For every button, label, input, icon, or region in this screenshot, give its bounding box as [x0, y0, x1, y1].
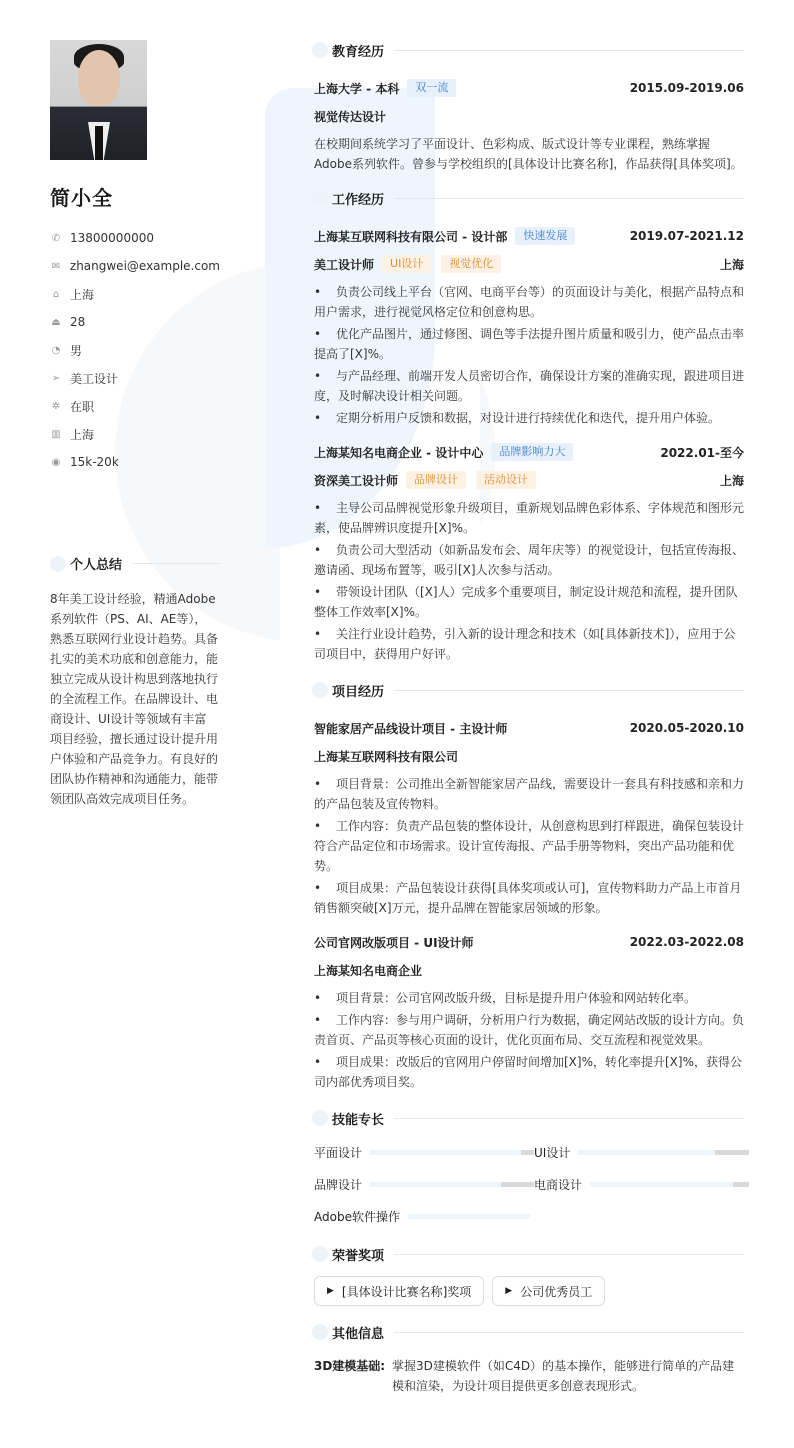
home-icon: ⌂: [52, 288, 60, 300]
bullet-item: [314, 324, 744, 364]
skill-bar-fill: [370, 1182, 501, 1187]
bullet-item: [314, 624, 744, 664]
skill-name: 平面设计: [314, 1145, 363, 1160]
bullet-text: 负责公司大型活动（如新品发布会、周年庆等）的视觉设计，包括宣传海报、邀请函、现场布置等，吸引[X]人次参与活动。: [314, 543, 745, 577]
bullet-text: 项目成果：产品包装设计获得[具体奖项或认可]，宣传物料助力产品上市首月销售额突破[X]万元，提升品牌在智能家居领域的形象。: [314, 881, 742, 915]
section-dot-icon: [312, 1324, 328, 1340]
company-row: [314, 438, 744, 466]
school-name: 上海大学 - 本科: [314, 81, 400, 96]
bullet-list: [314, 498, 744, 664]
role-skill-tag: 品牌设计: [406, 471, 466, 489]
other-list: [314, 1356, 744, 1396]
bullet-icon: •: [314, 881, 322, 895]
work-location: 上海: [719, 257, 744, 272]
projects-section-header: [312, 680, 744, 700]
bullet-text: 项目背景：公司官网改版升级，目标是提升用户体验和网站转化率。: [336, 991, 697, 1005]
summary-title: 个人总结: [70, 558, 123, 573]
bullet-text: 带领设计团队（[X]人）完成多个重要项目，制定设计规范和流程，提升团队整体工作效率[X]%。: [314, 585, 738, 619]
project-list: [314, 714, 744, 1092]
work-item: [314, 438, 744, 664]
phone-icon: ✆: [51, 232, 61, 244]
skill-list: [314, 1142, 744, 1226]
skill-bar-fill: [578, 1150, 715, 1155]
skill-name: UI设计: [534, 1145, 571, 1160]
skills-title: 技能专长: [332, 1112, 385, 1128]
project-row: [314, 928, 744, 956]
info-value: 15k-20k: [70, 455, 119, 469]
skill-bar: [370, 1150, 534, 1155]
info-item: [50, 252, 220, 280]
summary-text: 8年美工设计经验，精通Adobe系列软件（PS、AI、AE等），熟悉互联网行业设计趋势。具备扎实的美术功底和创意能力，能独立完成从设计构思到落地执行的全流程工作。在品牌设计、电商设计、UI设计等领域有丰富项目经验，擅长通过设计提升用户体验和产品竞争力。有良好的团队协作精神和沟通能力，能带领团队高效完成项目任务。: [50, 592, 219, 806]
info-item: [50, 336, 220, 364]
other-section-header: [312, 1322, 744, 1342]
project-item: [314, 928, 744, 1092]
bullet-icon: •: [314, 501, 322, 515]
bullet-icon: •: [314, 585, 322, 599]
bullet-item: [314, 1010, 744, 1050]
info-value: zhangwei@example.com: [69, 259, 220, 273]
section-divider: [394, 1332, 744, 1333]
role-title: 美工设计师: [314, 257, 375, 272]
bullet-icon: •: [314, 991, 322, 1005]
projects-title: 项目经历: [332, 684, 385, 700]
section-divider: [394, 50, 744, 51]
role-skill-tag: 活动设计: [476, 471, 536, 489]
other-item: [314, 1356, 744, 1396]
bullet-item: [314, 582, 744, 622]
profile-name: 简小全: [50, 186, 113, 210]
project-name: 智能家居产品线设计项目 - 主设计师: [314, 721, 508, 736]
skill-bar-fill: [590, 1182, 733, 1187]
skill-bar: [370, 1182, 534, 1187]
info-value: 男: [70, 343, 83, 358]
cake-icon: ⏏: [51, 316, 61, 328]
section-dot-icon: [312, 682, 328, 698]
info-value: 上海: [70, 427, 95, 442]
bullet-item: [314, 408, 744, 428]
awards-title: 荣誉奖项: [332, 1248, 385, 1264]
role-skill-tag: UI设计: [382, 255, 431, 273]
section-dot-icon: [312, 42, 328, 58]
bullet-icon: •: [314, 411, 322, 425]
skill-bar: [578, 1150, 749, 1155]
role-row: [314, 250, 744, 278]
company-name: 上海某互联网科技有限公司 - 设计部: [314, 229, 508, 244]
project-date: 2022.03-2022.08: [629, 935, 744, 949]
major: 视觉传达设计: [314, 109, 387, 124]
role-title: 资深美工设计师: [314, 473, 399, 488]
education-row: [314, 74, 744, 102]
bullet-list: [314, 774, 744, 918]
project-row: [314, 714, 744, 742]
skill-name: 品牌设计: [314, 1177, 363, 1192]
project-item: [314, 714, 744, 928]
role-skill-tag: 视觉优化: [441, 255, 501, 273]
info-item: [50, 420, 220, 448]
email-icon: ✉: [51, 260, 61, 272]
info-item: [50, 392, 220, 420]
bullet-icon: •: [314, 543, 322, 557]
salary-icon: ◉: [51, 456, 61, 468]
bullet-text: 与产品经理、前端开发人员密切合作，确保设计方案的准确实现，跟进项目进度，及时解决设计相关问题。: [314, 369, 745, 403]
info-item: [50, 224, 220, 252]
bullet-text: 关注行业设计趋势，引入新的设计理念和技术（如[具体新技术]），应用于公司项目中，获得用户好评。: [314, 627, 736, 661]
info-item: [50, 280, 220, 308]
bullet-icon: •: [314, 369, 322, 383]
skill-item: [314, 1142, 534, 1162]
award-badge: [492, 1276, 605, 1306]
work-list: [314, 222, 744, 664]
sidebar: [50, 40, 220, 809]
bullet-icon: •: [314, 1055, 322, 1069]
award-badge: [314, 1276, 484, 1306]
skill-item: [534, 1142, 749, 1162]
skill-item: [314, 1174, 534, 1194]
triangle-icon: ▶: [327, 1286, 334, 1296]
section-dot-icon: [312, 190, 328, 206]
role-row: [314, 466, 744, 494]
major-row: [314, 102, 744, 130]
bullet-icon: •: [314, 285, 322, 299]
project-name: 公司官网改版项目 - UI设计师: [314, 935, 474, 950]
bullet-icon: •: [314, 777, 322, 791]
bullet-item: [314, 366, 744, 406]
project-company: 上海某知名电商企业: [314, 963, 423, 978]
skill-bar: [408, 1214, 530, 1219]
project-company-row: [314, 742, 744, 770]
bullet-list: [314, 988, 744, 1092]
award-list: [314, 1276, 744, 1306]
skills-section-header: [312, 1108, 744, 1128]
section-divider: [394, 198, 744, 199]
awards-section-header: [312, 1244, 744, 1264]
bullet-item: [314, 540, 744, 580]
section-divider: [132, 563, 220, 564]
bullet-text: 主导公司品牌视觉形象升级项目，重新规划品牌色彩体系、字体规范和图形元素，使品牌辨识度提升[X]%。: [314, 501, 745, 535]
project-company-row: [314, 956, 744, 984]
work-title: 工作经历: [332, 192, 385, 208]
project-date: 2020.05-2020.10: [629, 721, 744, 735]
section-dot-icon: [312, 1110, 328, 1126]
gender-icon: ◔: [51, 344, 61, 356]
info-item: [50, 448, 220, 476]
bullet-icon: •: [314, 819, 322, 833]
bullet-text: 项目背景：公司推出全新智能家居产品线，需要设计一套具有科技感和亲和力的产品包装及宣传物料。: [314, 777, 745, 811]
info-value: 13800000000: [70, 231, 154, 245]
work-location: 上海: [719, 473, 744, 488]
section-divider: [394, 690, 744, 691]
avatar-photo: [50, 40, 147, 160]
company-tag: 品牌影响力大: [491, 443, 573, 461]
bullet-text: 负责公司线上平台（官网、电商平台等）的页面设计与美化，根据产品特点和用户需求，进行视觉风格定位和创意构思。: [314, 285, 745, 319]
summary-section-header: [50, 554, 220, 573]
bullet-list: [314, 282, 744, 428]
other-label: 3D建模基础:: [314, 1359, 386, 1373]
bullet-icon: •: [314, 327, 322, 341]
main-content: [314, 40, 744, 1396]
other-title: 其他信息: [332, 1326, 385, 1342]
skill-bar-fill: [408, 1214, 530, 1219]
company-tag: 快速发展: [515, 227, 575, 245]
triangle-icon: ▶: [505, 1286, 513, 1296]
bullet-text: 优化产品图片，通过修图、调色等手法提升图片质量和吸引力，使产品点击率提高了[X]%。: [314, 327, 745, 361]
skill-name: 电商设计: [534, 1177, 583, 1192]
bullet-text: 工作内容：负责产品包装的整体设计，从创意构思到打样跟进，确保包装设计符合产品定位和市场需求。设计宣传海报、产品手册等物料，突出产品功能和优势。: [314, 819, 745, 873]
project-company: 上海某互联网科技有限公司: [314, 749, 459, 764]
status-icon: ✲: [51, 400, 61, 412]
bullet-text: 项目成果：改版后的官网用户停留时间增加[X]%，转化率提升[X]%，获得公司内部优秀项目奖。: [314, 1055, 742, 1089]
skill-item: [314, 1206, 534, 1226]
info-value: 在职: [70, 399, 95, 414]
bullet-icon: •: [314, 627, 322, 641]
work-date: 2019.07-2021.12: [629, 229, 744, 243]
award-name: [具体设计比赛名称]奖项: [341, 1284, 472, 1299]
info-item: [50, 364, 220, 392]
work-section-header: [312, 188, 744, 208]
section-dot-icon: [50, 556, 66, 572]
skill-bar-fill: [370, 1150, 521, 1155]
section-divider: [394, 1254, 744, 1255]
bullet-item: [314, 774, 744, 814]
info-item: [50, 308, 220, 336]
bullet-item: [314, 1052, 744, 1092]
award-name: 公司优秀员工: [520, 1284, 593, 1299]
bullet-icon: •: [314, 1013, 322, 1027]
work-date: 2022.01-至今: [660, 445, 744, 460]
bullet-text: 定期分析用户反馈和数据，对设计进行持续优化和迭代，提升用户体验。: [336, 411, 721, 425]
company-row: [314, 222, 744, 250]
work-item: [314, 222, 744, 438]
contact-info-list: [50, 224, 220, 476]
other-value: 掌握3D建模软件（如C4D）的基本操作，能够进行简单的产品建模和渲染，为设计项目提供更多创意表现形式。: [392, 1359, 735, 1393]
education-desc: 在校期间系统学习了平面设计、色彩构成、版式设计等专业课程，熟练掌握Adobe系列软件。曾参与学校组织的[具体设计比赛名称]，作品获得[具体奖项]。: [314, 137, 743, 171]
bullet-text: 工作内容：参与用户调研，分析用户行为数据，确定网站改版的设计方向。负责首页、产品页等核心页面的设计，优化页面布局、交互流程和视觉效果。: [314, 1013, 745, 1047]
skill-item: [534, 1174, 749, 1194]
bullet-item: [314, 878, 744, 918]
education-title: 教育经历: [332, 44, 385, 60]
education-section-header: [312, 40, 744, 60]
info-value: 上海: [70, 287, 95, 302]
bullet-item: [314, 282, 744, 322]
info-value: 美工设计: [70, 371, 119, 386]
school-tag: 双一流: [407, 79, 456, 97]
section-divider: [394, 1118, 744, 1119]
company-name: 上海某知名电商企业 - 设计中心: [314, 445, 484, 460]
skill-bar: [590, 1182, 749, 1187]
skill-name: Adobe软件操作: [314, 1209, 400, 1224]
send-icon: ➢: [51, 372, 61, 384]
bullet-item: [314, 498, 744, 538]
bullet-item: [314, 988, 744, 1008]
bullet-item: [314, 816, 744, 876]
info-value: 28: [70, 315, 86, 329]
building-icon: ▥: [51, 428, 61, 440]
education-date: 2015.09-2019.06: [629, 81, 744, 95]
section-dot-icon: [312, 1246, 328, 1262]
